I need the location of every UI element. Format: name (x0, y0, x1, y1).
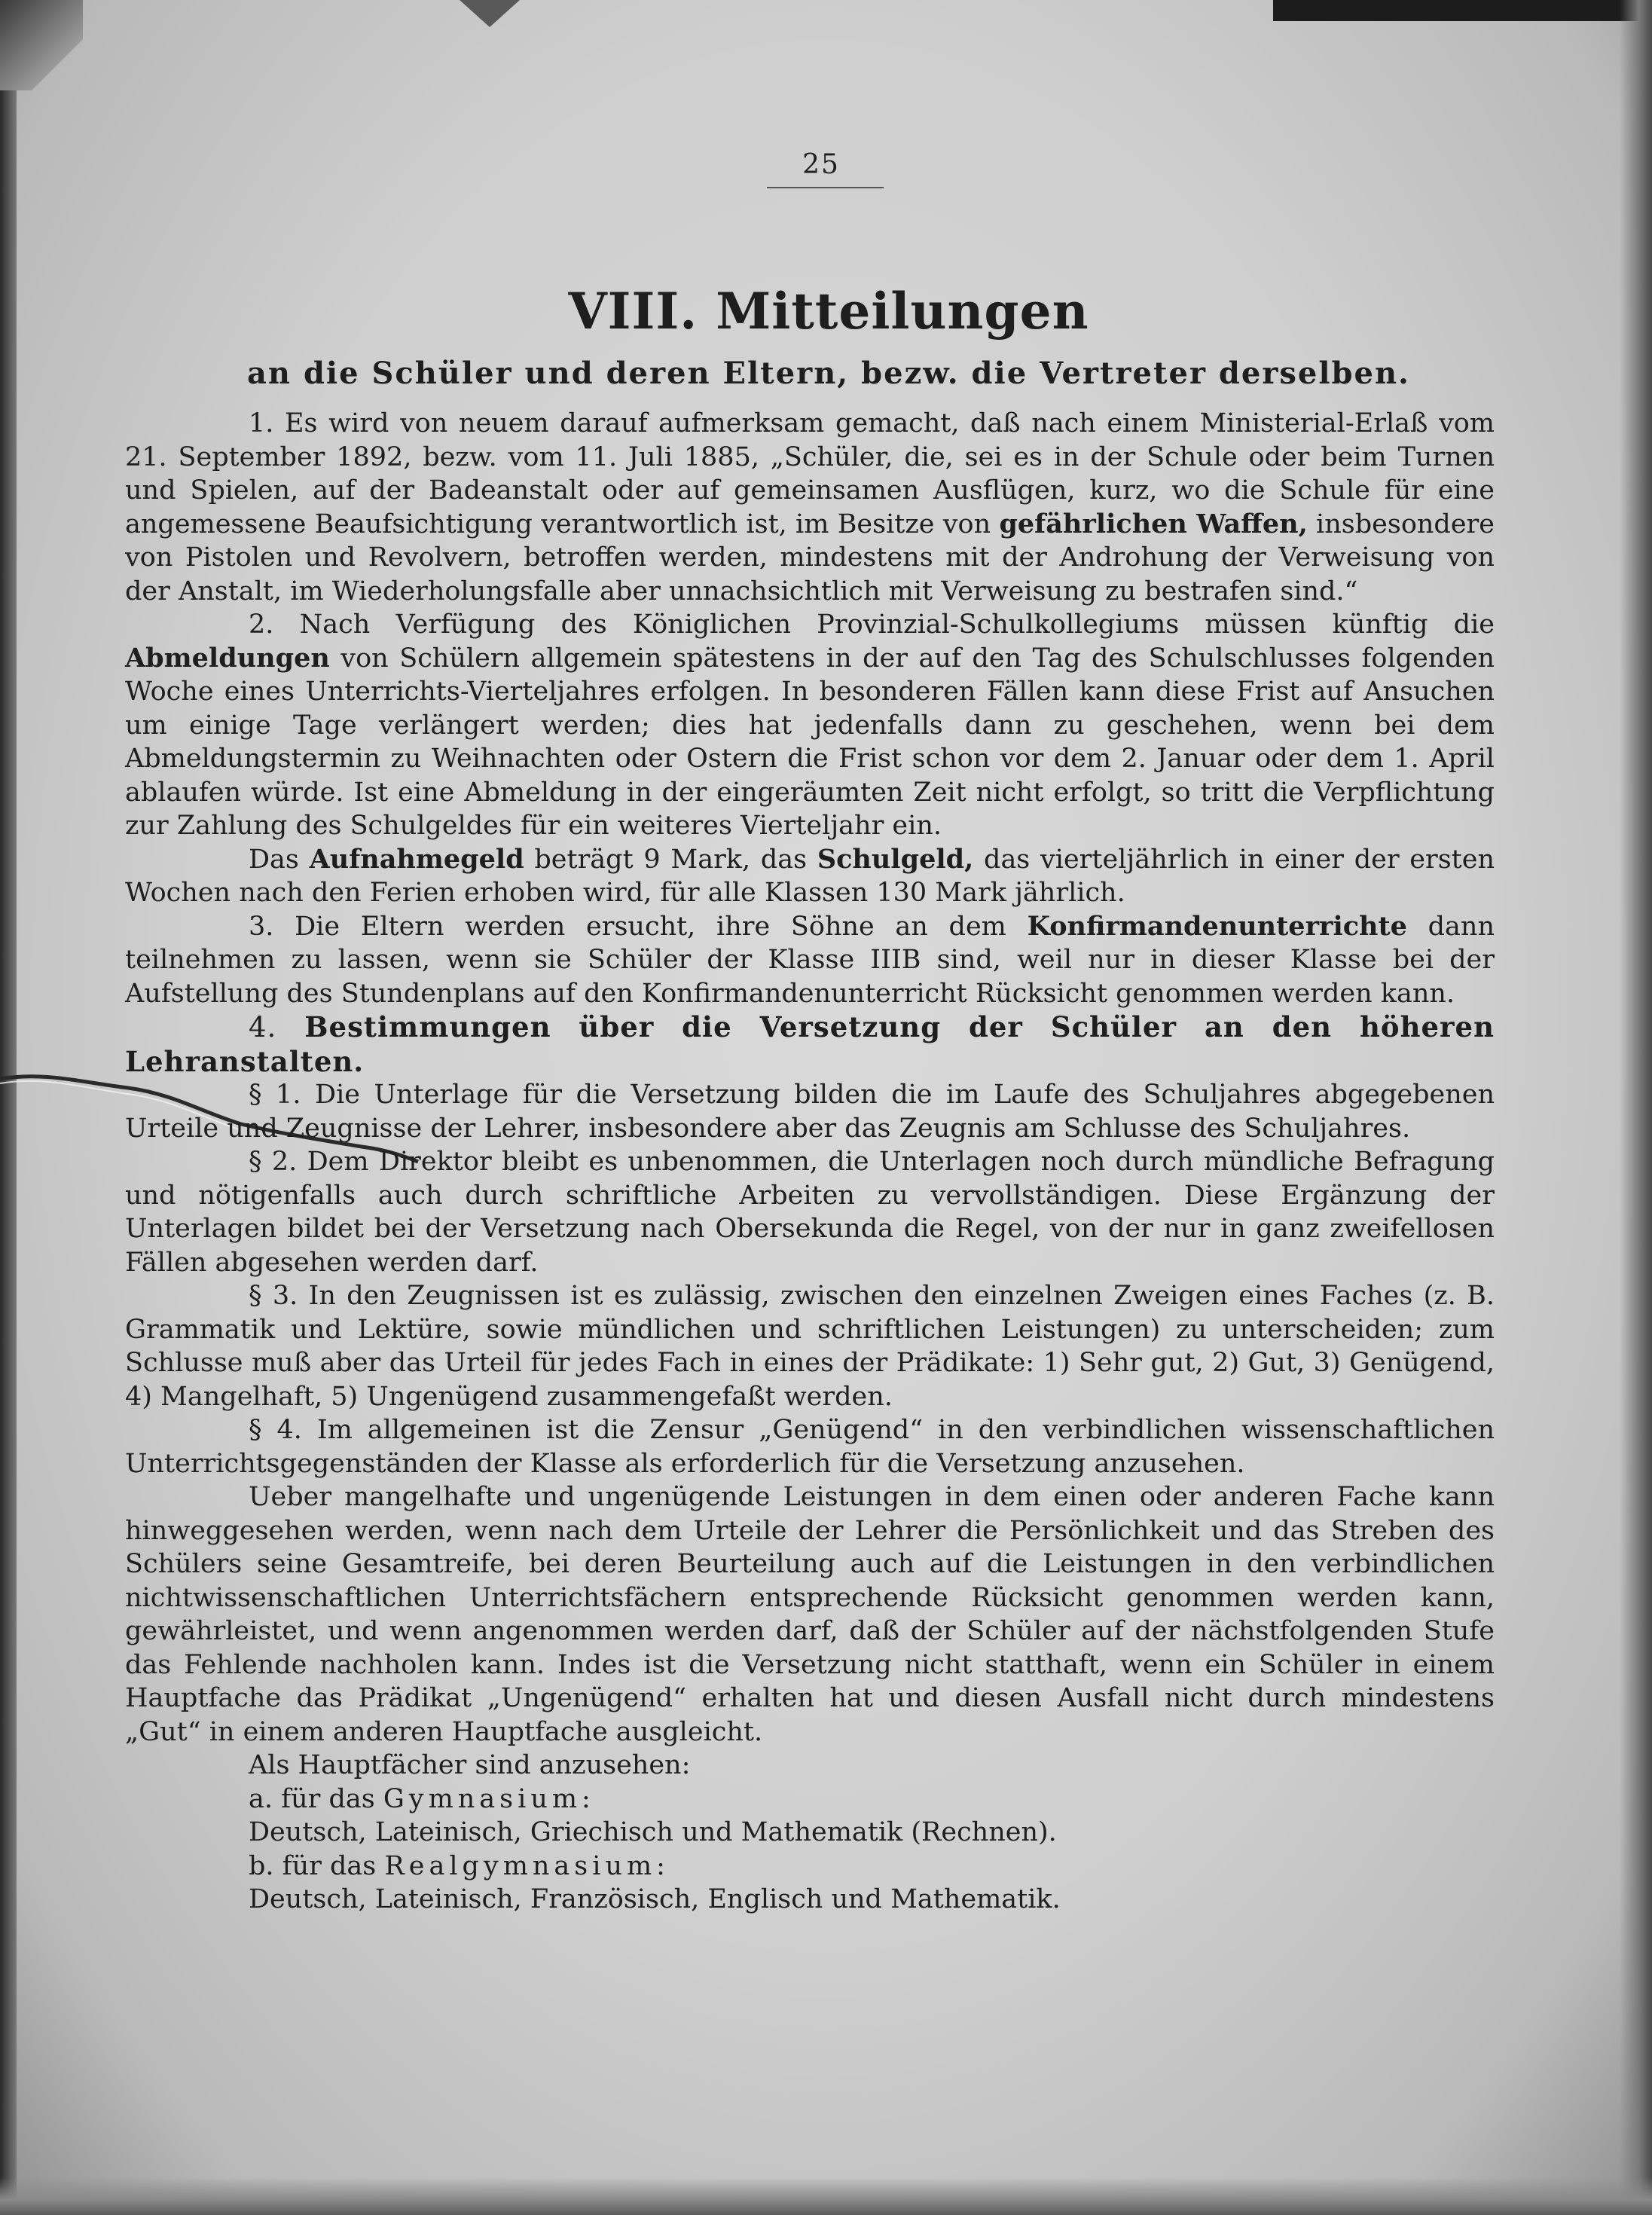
paragraph-section-4b: Ueber mangelhafte und ungenügende Leistungen in dem einen oder anderen Fache kann hinweggesehen werden, wenn nach dem Urteile der Lehrer die Persönlichkeit und das Streben des Schülers seine Gesamtreife, bei deren Beurteilung auch auf die Leistungen in den verbindlichen nichtwissenschaftlichen Unterrichtsfächern entsprechende Rücksicht genommen werden kann, gewährleistet, und wenn angenommen werden darf, daß der Schüler auf der nächstfolgenden Stufe das Fehlende nachholen kann. Indes ist die Versetzung nicht statthaft, wenn ein Schüler in einem Hauptfache das Prädikat „Ungenügend“ erhalten hat und diesen Ausfall nicht durch mindestens „Gut“ in einem anderen Hauptfache ausgleicht. (125, 1482, 1495, 1747)
page-edge-top-right (1273, 0, 1652, 21)
page-number: 25 (802, 149, 840, 180)
paragraph-3-bold: Konfirmandenunterrichte (1027, 910, 1407, 942)
paragraph-fees (125, 843, 1495, 910)
list-item-b-label: b. für das (249, 1850, 377, 1881)
section-4-title: Bestimmungen über die Versetzung der Schüler an den höheren Lehranstalten. (125, 1010, 1495, 1078)
list-item-a (125, 1783, 1495, 1816)
section-title: VIII. Mitteilungen (568, 282, 1089, 341)
page-edge-right (1620, 0, 1652, 2215)
paragraph-1 (125, 407, 1495, 608)
paragraph-1-bold: gefährlichen Waffen, (999, 508, 1308, 539)
list-item-b-school: Realgymnasium: (384, 1850, 670, 1881)
list-item-b (125, 1850, 1495, 1884)
paragraph-section-4: § 4. Im allgemeinen ist die Zensur „Genügend“ in den verbindlichen wissenschaftlichen Unterrichtsgegenständen der Klasse als erforderlich für die Versetzung anzusehen. (125, 1415, 1495, 1479)
section-4-number: 4. (249, 1011, 277, 1043)
paragraph-2 (125, 608, 1495, 843)
main-subjects-intro: Als Hauptfächer sind anzusehen: (249, 1750, 691, 1780)
paragraph-3 (125, 910, 1495, 1011)
list-item-a-label: a. für das (249, 1783, 375, 1814)
paper-crease (444, 0, 535, 30)
fees-bold-b: Schulgeld, (817, 843, 974, 875)
paragraph-2-text-a: 2. Nach Verfügung des Königlichen Provinzial-Schulkollegiums müssen künftig die (249, 610, 1495, 640)
paragraph-2-text-b: von Schülern allgemein spätestens in der auf den Tag des Schulschlusses folgenden Woche eines Unterrichts-Vierteljahres erfolgen. In besonderen Fällen kann diese Frist auf Ansuchen um einige Tage verlängert werden; dies hat jedenfalls dann zu geschehen, wenn bei dem Abmeldungstermin zu Weihnachten oder Ostern die Frist schon vor dem 2. Januar oder dem 1. April ablaufen würde. Ist eine Abmeldung in der eingeräumten Zeit nicht erfolgt, so tritt die Verpflichtung zur Zahlung des Schulgeldes für ein weiteres Vierteljahr ein. (125, 643, 1495, 841)
paragraph-section-3: § 3. In den Zeugnissen ist es zulässig, zwischen den einzelnen Zweigen eines Faches (z. B. Grammatik und Lektüre, sowie mündlichen und schriftlichen Leistungen) zu unterscheiden; zum Schlusse muß aber das Urteil für jedes Fach in eines der Prädikate: 1) Sehr gut, 2) Gut, 3) Genügend, 4) Mangelhaft, 5) Ungenügend zusammengefaßt werden. (125, 1281, 1495, 1412)
fees-text-c: das vierteljährlich in einer der ersten Wochen nach den Ferien erhoben wird, für alle Klassen 130 Mark jährlich. (125, 844, 1495, 908)
paragraph-3-text-a: 3. Die Eltern werden ersucht, ihre Söhne an dem (249, 911, 1028, 942)
list-item-a-school: Gymnasium: (383, 1783, 595, 1814)
paragraph-1-text-a: 1. Es wird von neuem darauf aufmerksam gemacht, daß nach einem Ministerial-Erlaß vom 21. September 1892, bezw. vom 11. Juli 1885, „Schüler, die, sei es in der Schule oder beim Turnen und Spielen, auf der Badeanstalt oder auf gemeinsamen Ausflügen, kurz, wo die Schule für eine angemessene Beaufsichtigung verantwortlich ist, im Besitze von (125, 408, 1495, 539)
list-item-b-subjects: Deutsch, Lateinisch, Französisch, Englisch und Mathematik. (249, 1884, 1061, 1914)
paragraph-section-1: § 1. Die Unterlage für die Versetzung bilden die im Laufe des Schuljahres abgegebenen Urteile und Zeugnisse der Lehrer, insbesondere aber das Zeugnis am Schlusse des Schuljahres. (125, 1080, 1495, 1144)
list-item-a-subjects: Deutsch, Lateinisch, Griechisch und Mathematik (Rechnen). (249, 1817, 1057, 1847)
paragraph-3-text-b: dann teilnehmen zu lassen, wenn sie Schüler der Klasse IIIB sind, weil nur in dieser Klasse bei der Aufstellung des Stundenplans auf den Konfirmandenunterricht Rücksicht genommen werden kann. (125, 911, 1495, 1009)
body-text (125, 407, 1495, 1917)
paragraph-1-text-b: insbesondere von Pistolen und Revolvern, betroffen werden, mindestens mit der Androhung der Verweisung von der Anstalt, im Wiederholungsfalle aber unnachsichtlich mit Verweisung zu bestrafen sind.“ (125, 509, 1495, 606)
section-4-heading (125, 1010, 1495, 1078)
fees-bold-a: Aufnahmegeld (309, 843, 524, 875)
page-number-rule (767, 187, 884, 188)
section-subtitle: an die Schüler und deren Eltern, bezw. die Vertreter derselben. (247, 356, 1410, 391)
fees-text-b: beträgt 9 Mark, das (524, 844, 817, 875)
page-corner-top-left (0, 0, 83, 90)
page-edge-bottom (0, 2177, 1652, 2215)
paragraph-section-2: § 2. Dem Direktor bleibt es unbenommen, die Unterlagen noch durch mündliche Befragung und nötigenfalls auch durch schriftliche Arbeiten zu vervollständigen. Diese Ergänzung der Unterlagen bildet bei der Versetzung nach Obersekunda die Regel, von der nur in ganz zweifellosen Fällen abgesehen werden darf. (125, 1147, 1495, 1278)
paragraph-2-bold: Abmeldungen (125, 642, 330, 674)
fees-text-a: Das (249, 844, 310, 875)
